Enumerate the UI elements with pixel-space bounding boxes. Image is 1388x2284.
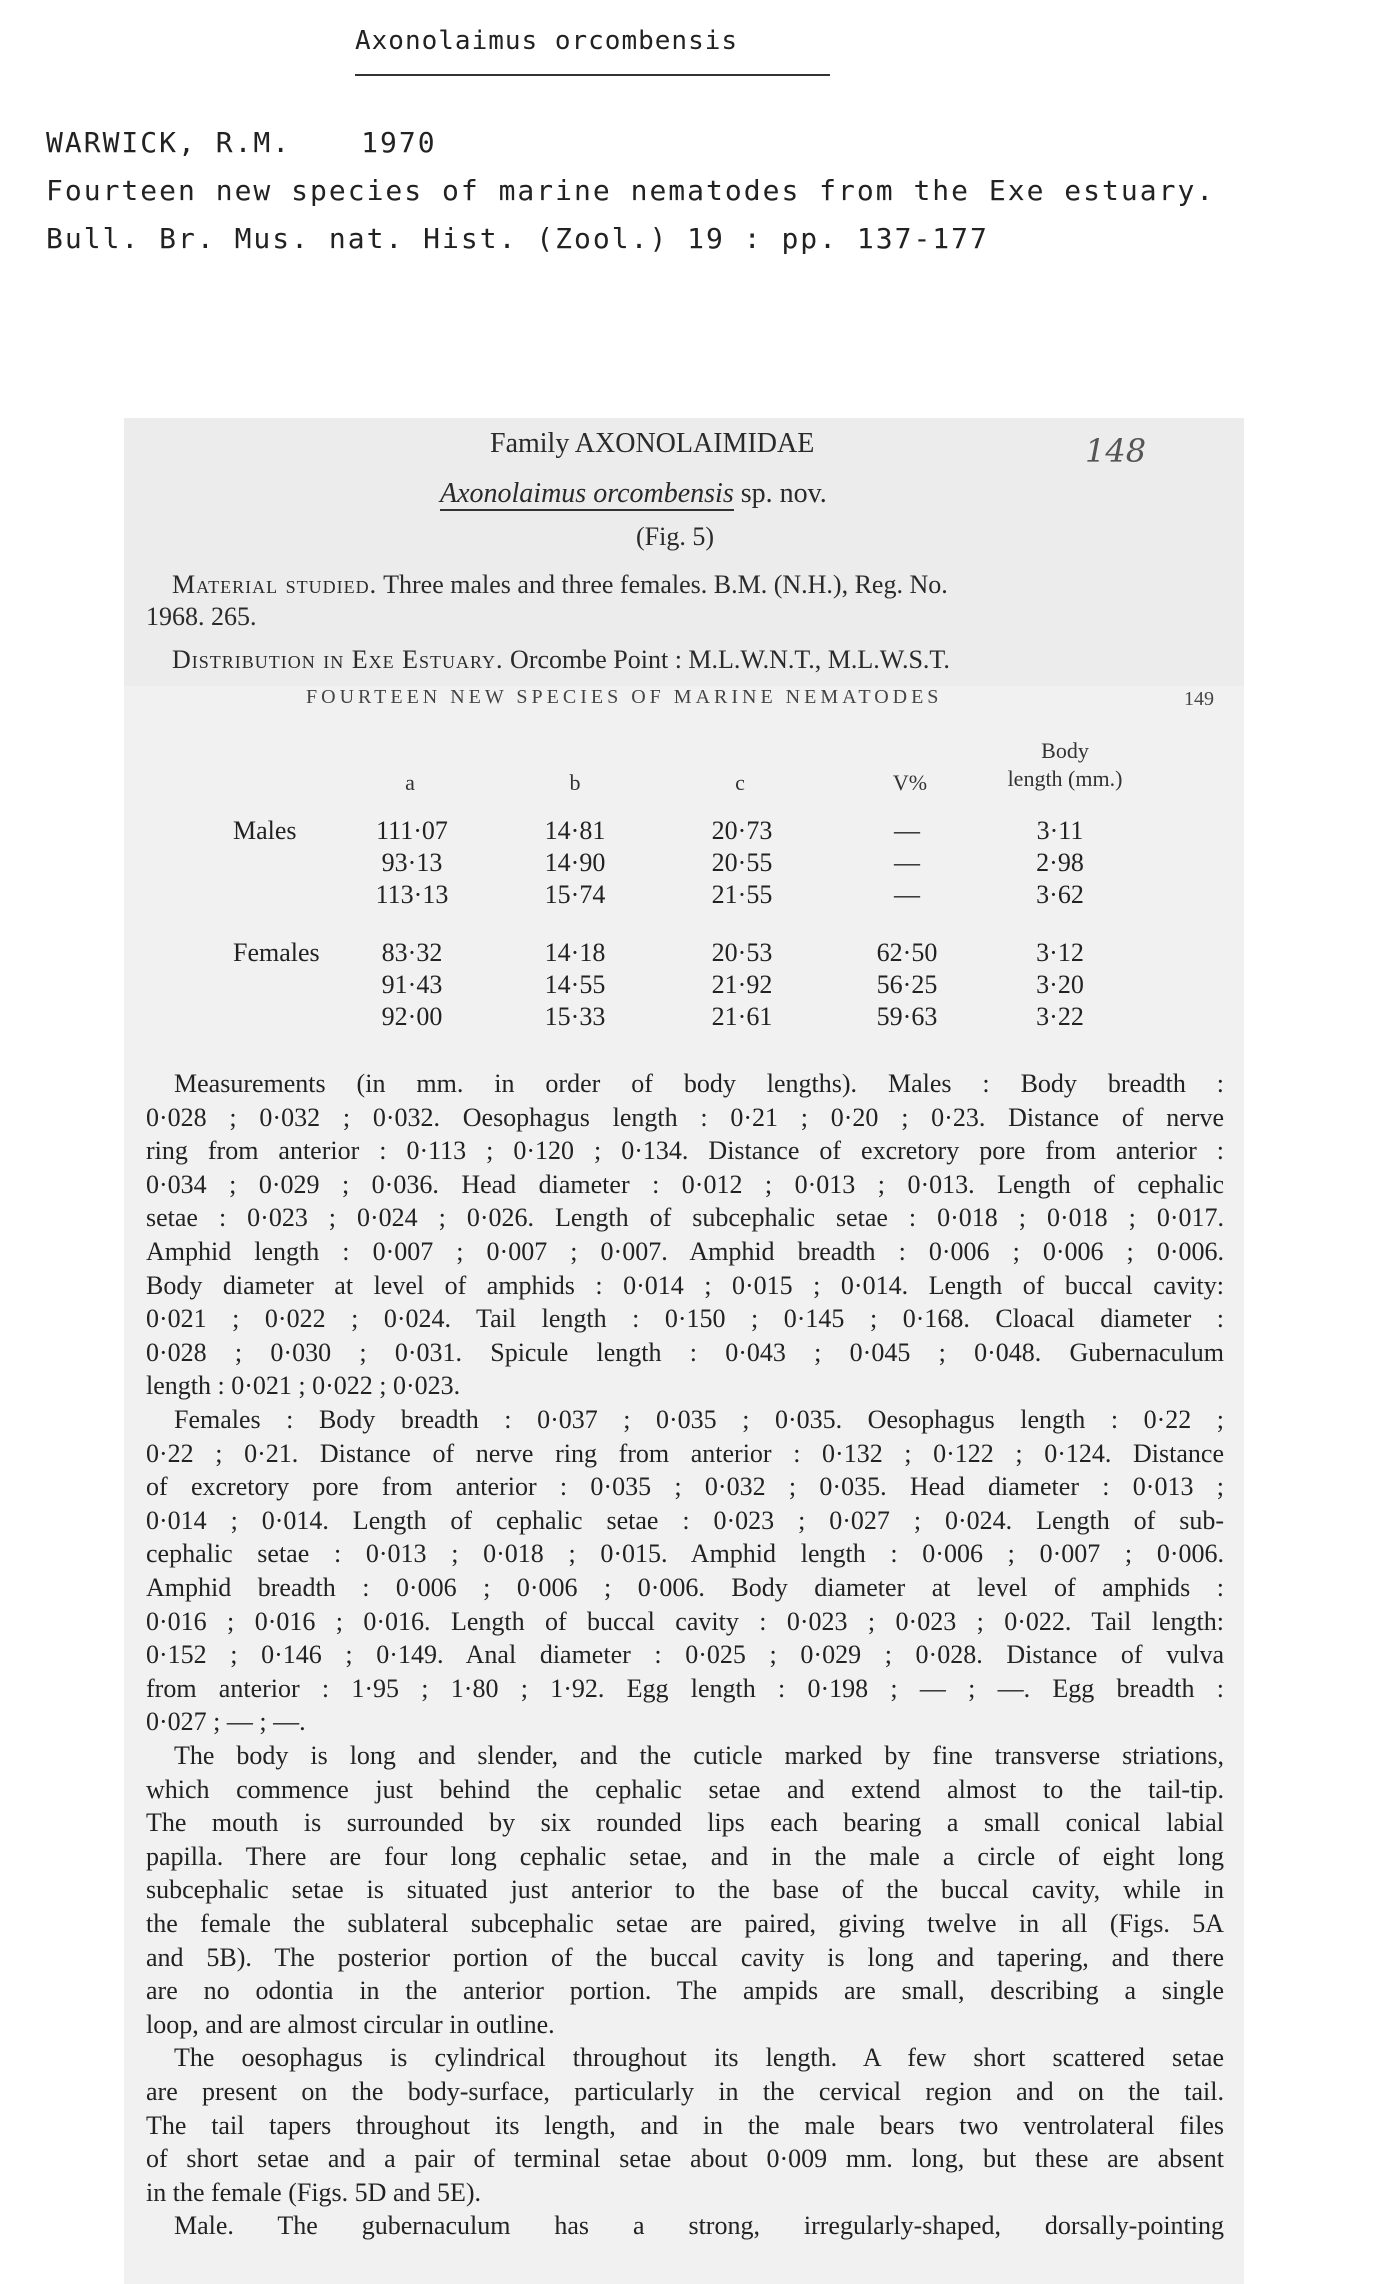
body-line: papilla. There are four long cephalic setae, and in the male a circle of eight long — [146, 1841, 1224, 1871]
table-cell: 83·32 — [381, 938, 443, 967]
table-cell: 113·13 — [375, 880, 449, 909]
col-header-body: Body — [1041, 738, 1089, 763]
body-line: cephalic setae : 0·013 ; 0·018 ; 0·015. Amphid length : 0·006 ; 0·007 ; 0·006. — [146, 1539, 1224, 1569]
species-name: Axonolaimus orcombensis — [440, 478, 734, 509]
table-cell: 21·55 — [711, 880, 773, 909]
body-line: Measurements (in mm. in order of body lengths). Males : Body breadth : — [174, 1069, 1224, 1098]
body-line: 0·014 ; 0·014. Length of cephalic setae : 0·023 ; 0·027 ; 0·024. Length of sub- — [146, 1505, 1224, 1535]
col-header-b: b — [569, 770, 581, 795]
table-cell: 111·07 — [376, 816, 448, 845]
body-line: in the female (Figs. 5D and 5E). — [146, 2177, 482, 2207]
table-cell: — — [894, 848, 920, 877]
page-title: Axonolaimus orcombensis — [355, 26, 739, 56]
family-heading: Family AXONOLAIMIDAE — [490, 428, 815, 459]
table-cell: 92·00 — [381, 1002, 443, 1031]
title-underline — [355, 74, 830, 76]
material-text: Three males and three females. B.M. (N.H.), Reg. No. — [377, 570, 948, 599]
body-line: 0·152 ; 0·146 ; 0·149. Anal diameter : 0·025 ; 0·029 ; 0·028. Distance of vulva — [146, 1640, 1224, 1670]
figure-reference: (Fig. 5) — [636, 522, 714, 551]
body-line: 0·028 ; 0·032 ; 0·032. Oesophagus length : 0·21 ; 0·20 ; 0·23. Distance of nerve — [146, 1102, 1224, 1132]
body-line: Male. The gubernaculum has a strong, irregularly-shaped, dorsally-pointing — [174, 2211, 1224, 2241]
handwritten-number: 148 — [1085, 432, 1147, 470]
body-line: 0·016 ; 0·016 ; 0·016. Length of buccal cavity : 0·023 ; 0·023 ; 0·022. Tail length: — [146, 1606, 1224, 1636]
col-header-c: c — [735, 770, 745, 795]
page-number: 149 — [1184, 688, 1214, 710]
body-line: subcephalic setae is situated just anterior to the base of the buccal cavity, while in — [146, 1875, 1224, 1905]
body-line: The body is long and slender, and the cuticle marked by fine transverse striations, — [174, 1741, 1224, 1770]
body-line: the female the sublateral subcephalic setae are paired, giving twelve in all (Figs. 5A — [146, 1909, 1224, 1938]
table-cell: 14·55 — [544, 970, 606, 999]
table-cell: 3·12 — [1036, 938, 1084, 967]
table-cell: 15·74 — [544, 880, 606, 909]
col-header-length: length (mm.) — [1007, 766, 1123, 791]
table-cell: 56·25 — [876, 970, 938, 999]
table-cell: 14·81 — [544, 816, 606, 845]
body-line: loop, and are almost circular in outline. — [146, 2009, 555, 2039]
females-label: Females — [233, 938, 320, 967]
citation-author-line — [46, 126, 437, 159]
body-line: Amphid length : 0·007 ; 0·007 ; 0·007. Amphid breadth : 0·006 ; 0·006 ; 0·006. — [146, 1237, 1224, 1266]
col-header-v: V% — [892, 770, 928, 795]
col-header-a: a — [405, 770, 415, 795]
body-line: 0·028 ; 0·030 ; 0·031. Spicule length : 0·043 ; 0·045 ; 0·048. Gubernaculum — [146, 1337, 1224, 1367]
table-cell: 91·43 — [381, 970, 443, 999]
body-line: from anterior : 1·95 ; 1·80 ; 1·92. Egg length : 0·198 ; — ; —. Egg breadth : — [146, 1673, 1224, 1703]
body-line: and 5B). The posterior portion of the buccal cavity is long and tapering, and there — [146, 1942, 1224, 1972]
table-cell: 21·92 — [711, 970, 773, 999]
body-line: Body diameter at level of amphids : 0·014 ; 0·015 ; 0·014. Length of buccal cavity: — [146, 1270, 1224, 1300]
body-line: are no odontia in the anterior portion. The ampids are small, describing a single — [146, 1976, 1224, 2006]
species-heading — [440, 478, 827, 510]
citation-author: WARWICK, R.M. — [46, 126, 292, 159]
table-cell: 20·55 — [711, 848, 773, 877]
citation-year: 1970 — [361, 126, 437, 159]
body-line: of excretory pore from anterior : 0·035 ; 0·032 ; 0·035. Head diameter : 0·013 ; — [146, 1472, 1224, 1502]
table-cell: 62·50 — [876, 938, 938, 967]
material-text-cont: 1968. 265. — [146, 602, 257, 631]
table-cell: 3·22 — [1036, 1002, 1084, 1031]
body-line: 0·027 ; — ; —. — [146, 1707, 306, 1737]
body-line: setae : 0·023 ; 0·024 ; 0·026. Length of subcephalic setae : 0·018 ; 0·018 ; 0·017. — [146, 1203, 1224, 1233]
body-line: length : 0·021 ; 0·022 ; 0·023. — [146, 1371, 461, 1401]
body-line: ring from anterior : 0·113 ; 0·120 ; 0·134. Distance of excretory pore from anterior : — [146, 1136, 1224, 1166]
body-line: are present on the body-surface, particularly in the cervical region and on the tail. — [146, 2077, 1224, 2106]
table-cell: 14·90 — [544, 848, 606, 877]
table-cell: 14·18 — [544, 938, 606, 967]
distribution-label: Distribution in Exe Estuary. — [172, 645, 504, 674]
table-cell: — — [894, 816, 920, 845]
distribution — [172, 645, 950, 675]
table-cell: 3·62 — [1036, 880, 1084, 909]
table-cell: — — [894, 880, 920, 909]
table-cell: 20·53 — [711, 938, 773, 967]
running-head: FOURTEEN NEW SPECIES OF MARINE NEMATODES — [306, 686, 943, 708]
body-line: The mouth is surrounded by six rounded lips each bearing a small conical labial — [146, 1808, 1224, 1838]
citation-journal: Bull. Br. Mus. nat. Hist. (Zool.) 19 : pp. 137-177 — [46, 222, 989, 255]
table-cell: 2·98 — [1036, 848, 1084, 877]
body-line: Amphid breadth : 0·006 ; 0·006 ; 0·006. Body diameter at level of amphids : — [146, 1573, 1224, 1602]
citation-title: Fourteen new species of marine nematodes from the Exe estuary. — [46, 174, 1216, 207]
table-cell: 20·73 — [711, 816, 773, 845]
species-suffix: sp. nov. — [733, 478, 827, 509]
body-line: of short setae and a pair of terminal setae about 0·009 mm. long, but these are absent — [146, 2144, 1224, 2174]
body-line: The oesophagus is cylindrical throughout its length. A few short scattered setae — [174, 2043, 1224, 2073]
table-cell: 59·63 — [876, 1002, 938, 1031]
distribution-text: Orcombe Point : M.L.W.N.T., M.L.W.S.T. — [503, 645, 950, 674]
material-label: Material studied. — [172, 570, 378, 599]
table-cell: 3·11 — [1036, 816, 1084, 845]
table-cell: 15·33 — [544, 1002, 606, 1031]
table-cell: 3·20 — [1036, 970, 1084, 999]
body-line: 0·034 ; 0·029 ; 0·036. Head diameter : 0·012 ; 0·013 ; 0·013. Length of cephalic — [146, 1169, 1224, 1199]
body-line: Females : Body breadth : 0·037 ; 0·035 ; 0·035. Oesophagus length : 0·22 ; — [174, 1405, 1224, 1434]
body-line: The tail tapers throughout its length, and in the male bears two ventrolateral files — [146, 2110, 1224, 2140]
table-cell: 21·61 — [711, 1002, 773, 1031]
body-line: 0·021 ; 0·022 ; 0·024. Tail length : 0·150 ; 0·145 ; 0·168. Cloacal diameter : — [146, 1304, 1224, 1334]
males-label: Males — [233, 816, 297, 845]
body-line: 0·22 ; 0·21. Distance of nerve ring from anterior : 0·132 ; 0·122 ; 0·124. Distance — [146, 1438, 1224, 1468]
material-studied — [172, 570, 948, 600]
table-cell: 93·13 — [381, 848, 443, 877]
body-line: which commence just behind the cephalic setae and extend almost to the tail-tip. — [146, 1774, 1224, 1804]
